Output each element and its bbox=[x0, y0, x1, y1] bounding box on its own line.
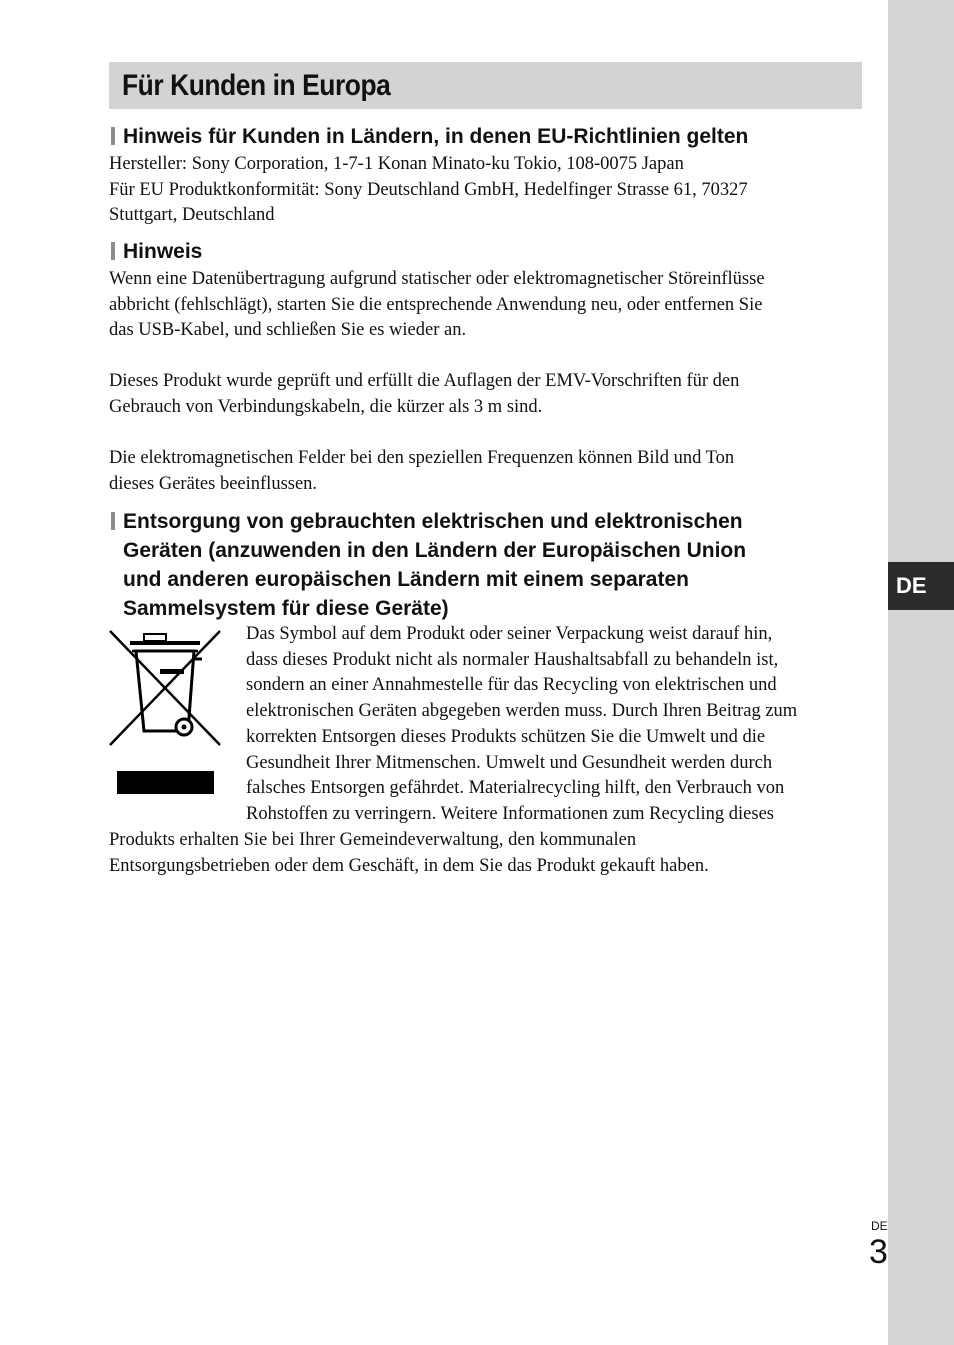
text-line: Gesundheit Ihrer Mitmenschen. Umwelt und Gesundheit werden durch bbox=[246, 752, 773, 773]
section-heading-eu-directives bbox=[109, 122, 748, 151]
text-line: Hersteller: Sony Corporation, 1-7-1 Konan Minato-ku Tokio, 108-0075 Japan bbox=[109, 154, 684, 174]
text-line: sondern an einer Annahmestelle für das Recycling von elektrischen und bbox=[246, 675, 777, 696]
heading-marker bbox=[111, 127, 115, 145]
section-heading-line: und anderen europäischen Ländern mit einem separaten bbox=[123, 568, 689, 591]
paragraph-em-fields bbox=[109, 446, 861, 497]
text-line: abbricht (fehlschlägt), starten Sie die entsprechende Anwendung neu, oder entfernen Sie bbox=[109, 294, 763, 315]
title-bar bbox=[109, 62, 862, 109]
text-line: Dieses Produkt wurde geprüft und erfüllt die Auflagen der EMV-Vorschriften für den bbox=[109, 371, 740, 391]
text-line: Wenn eine Datenübertragung aufgrund statischer oder elektromagnetischer Störeinflüsse bbox=[109, 269, 765, 289]
side-strip bbox=[888, 0, 954, 1345]
text-line: Gebrauch von Verbindungskabeln, die kürzer als 3 m sind. bbox=[109, 396, 543, 417]
text-line: Entsorgungsbetrieben oder dem Geschäft, in dem Sie das Produkt gekauft haben. bbox=[109, 855, 709, 876]
section-heading-line: Entsorgung von gebrauchten elektrischen und elektronischen bbox=[123, 510, 743, 533]
section-heading-text: Hinweis bbox=[123, 240, 203, 263]
paragraph-emc bbox=[109, 369, 861, 420]
text-line: elektronischen Geräten abgegeben werden muss. Durch Ihren Beitrag zum bbox=[246, 701, 798, 722]
page-language-label: DE bbox=[871, 1219, 888, 1233]
section-heading-text: Hinweis für Kunden in Ländern, in denen EU-Richtlinien gelten bbox=[123, 125, 749, 148]
paragraph-data-transfer bbox=[109, 267, 861, 344]
text-line: Für EU Produktkonformität: Sony Deutschland GmbH, Hedelfinger Strasse 61, 70327 bbox=[109, 179, 748, 200]
text-line: dass dieses Produkt nicht als normaler Haushaltsabfall zu behandeln ist, bbox=[246, 649, 779, 670]
section-heading-line: Sammelsystem für diese Geräte) bbox=[123, 597, 449, 620]
manufacturer-info bbox=[109, 152, 861, 229]
section-heading-disposal bbox=[109, 507, 746, 623]
text-line: Die elektromagnetischen Felder bei den speziellen Frequenzen können Bild und Ton bbox=[109, 448, 735, 468]
text-line: das USB-Kabel, und schließen Sie es wieder an. bbox=[109, 320, 467, 341]
paragraph-disposal-wrapped bbox=[246, 622, 866, 828]
heading-marker bbox=[111, 242, 115, 260]
text-line: falsches Entsorgen gefährdet. Materialrecycling hilft, den Verbrauch von bbox=[246, 778, 785, 799]
text-line: dieses Gerätes beeinflussen. bbox=[109, 473, 318, 494]
text-line: Das Symbol auf dem Produkt oder seiner Verpackung weist darauf hin, bbox=[246, 624, 773, 644]
page-title: Für Kunden in Europa bbox=[122, 69, 391, 102]
section-heading-hinweis bbox=[109, 237, 202, 266]
page-number: 3 bbox=[869, 1233, 888, 1271]
text-line: korrekten Entsorgen dieses Produkts schützen Sie die Umwelt und die bbox=[246, 726, 766, 747]
text-line: Rohstoffen zu verringern. Weitere Informationen zum Recycling dieses bbox=[246, 803, 774, 824]
text-line: Stuttgart, Deutschland bbox=[109, 205, 275, 226]
paragraph-disposal-continued bbox=[109, 828, 861, 879]
section-heading-line: Geräten (anzuwenden in den Ländern der Europäischen Union bbox=[123, 539, 747, 562]
heading-marker bbox=[111, 512, 115, 530]
crossed-out-wheelie-bin-icon bbox=[108, 629, 224, 804]
text-line: Produkts erhalten Sie bei Ihrer Gemeindeverwaltung, den kommunalen bbox=[109, 830, 637, 850]
language-tab: DE bbox=[888, 562, 954, 610]
